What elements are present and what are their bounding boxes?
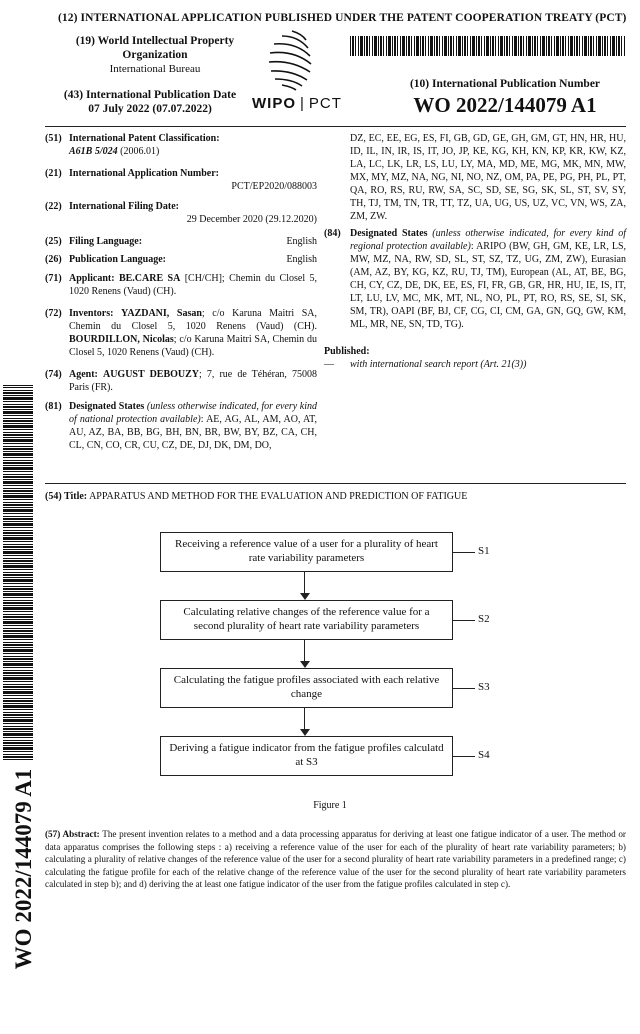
inventor-1-address: ; c/o Karuna Maitri SA, Chemin du Closel 5, 1020 Renens (Vaud) (CH). bbox=[69, 308, 317, 332]
flowchart-arrowhead-2 bbox=[300, 661, 310, 668]
field-71-label: (71) bbox=[45, 273, 62, 284]
flowchart-arrow-1 bbox=[304, 572, 305, 594]
publication-barcode bbox=[350, 36, 625, 56]
published-title: Published: bbox=[324, 346, 370, 357]
field-51 bbox=[45, 132, 317, 158]
flowchart-step-3-box: Calculating the fatigue profiles associated with each relative change bbox=[160, 668, 453, 708]
title-divider bbox=[45, 483, 626, 484]
field-84-title: Designated States bbox=[350, 228, 428, 239]
pct-header-title: (12) INTERNATIONAL APPLICATION PUBLISHED UNDER THE PATENT COOPERATION TREATY (PCT) bbox=[58, 12, 627, 24]
pubdate-label: (43) International Publication Date bbox=[63, 89, 237, 101]
ipc-year: (2006.01) bbox=[120, 146, 160, 157]
applicant-address: [CH/CH]; Chemin du Closel 5, 1020 Renens (Vaud) (CH). bbox=[69, 273, 317, 297]
field-81 bbox=[45, 400, 317, 452]
pubdate-value: 07 July 2022 (07.07.2022) bbox=[88, 103, 212, 115]
org-bureau: International Bureau bbox=[109, 63, 201, 75]
field-74-label: (74) bbox=[45, 369, 62, 380]
organization-block bbox=[70, 34, 240, 76]
field-26-label: (26) bbox=[45, 254, 62, 265]
inventor-1-name: YAZDANI, Sasan bbox=[121, 308, 202, 319]
field-21-title: International Application Number: bbox=[69, 168, 220, 179]
national-states-list: : AE, AG, AL, AM, AO, AT, AU, AZ, BA, BB, BG, BH, BN, BR, BW, BY, BZ, CA, CH, CL, CN, CO, CR, CU, CZ, DE, DJ, DK, DM, DO, bbox=[69, 414, 318, 451]
flowchart-leader-2 bbox=[453, 620, 475, 621]
flowchart-leader-1 bbox=[453, 552, 475, 553]
inventor-2-name: BOURDILLON, Nicolas bbox=[69, 334, 174, 345]
publication-number-block bbox=[385, 78, 625, 118]
org-name-2: Organization bbox=[122, 49, 188, 61]
pct-wordmark: PCT bbox=[308, 95, 342, 112]
inventor-2-address: ; c/o Karuna Maitri SA, Chemin du Closel 5, 1020 Renens (Vaud) (CH). bbox=[69, 334, 317, 358]
wipo-pct-logo-text: WIPO | PCT bbox=[252, 95, 342, 112]
flowchart-leader-4 bbox=[453, 756, 475, 757]
pubnum-value: WO 2022/144079 A1 bbox=[413, 93, 597, 117]
publication-language: English bbox=[286, 254, 317, 265]
flowchart-step-1-box: Receiving a reference value of a user for a plurality of heart rate variability parameters bbox=[160, 532, 453, 572]
field-22 bbox=[45, 200, 317, 226]
flowchart-arrow-3 bbox=[304, 708, 305, 730]
published-section bbox=[324, 345, 626, 371]
invention-title: APPARATUS AND METHOD FOR THE EVALUATION AND PREDICTION OF FATIGUE bbox=[89, 491, 468, 502]
field-25-label: (25) bbox=[45, 236, 62, 247]
flowchart-leader-3 bbox=[453, 688, 475, 689]
published-dash: — bbox=[324, 359, 334, 370]
field-74 bbox=[45, 368, 317, 394]
abstract-label: (57) Abstract: bbox=[45, 829, 100, 839]
field-22-title: International Filing Date: bbox=[69, 201, 179, 212]
flowchart-step-3-label: S3 bbox=[478, 681, 490, 693]
flowchart-step-4-box: Deriving a fatigue indicator from the fatigue profiles calculatd at S3 bbox=[160, 736, 453, 776]
flowchart-arrowhead-3 bbox=[300, 729, 310, 736]
title-section bbox=[45, 490, 626, 503]
field-71-title: Applicant: bbox=[69, 273, 115, 284]
ipc-code: A61B 5/024 bbox=[69, 146, 118, 157]
field-81-title: Designated States bbox=[69, 401, 145, 412]
field-26 bbox=[45, 253, 317, 266]
field-51-title: International Patent Classification: bbox=[69, 133, 220, 144]
field-84-note: (unless otherwise indicated, for every kind of regional protection available) bbox=[350, 228, 626, 252]
header-divider bbox=[45, 126, 626, 127]
publication-date-block bbox=[60, 88, 240, 116]
field-72 bbox=[45, 307, 317, 359]
flowchart-step-1-label: S1 bbox=[478, 545, 490, 557]
wipo-wordmark: WIPO bbox=[252, 95, 296, 112]
field-21 bbox=[45, 167, 317, 193]
agent-name: AUGUST DEBOUZY bbox=[102, 369, 200, 380]
field-72-title: Inventors: bbox=[69, 308, 114, 319]
right-bibliographic-column bbox=[324, 132, 627, 371]
field-25-title: Filing Language: bbox=[69, 236, 143, 247]
flowchart-step-4-label: S4 bbox=[478, 749, 490, 761]
field-81-label: (81) bbox=[45, 401, 62, 412]
regional-states-list: : ARIPO (BW, GH, GM, KE, LR, LS, MW, MZ, NA, RW, SD, SL, ST, SZ, TZ, UG, ZM, ZW), Eurasian (AM, AZ, BY, KG, KZ, RU, TJ, TM), European (AL, AT, BE, BG, CH, CY, CZ, DE, DK, EE, ES, FI, FR, GB, GR, HR, HU, IE, IS, IT, LT, LU, LV, MC, MK, MT, NL, NO, PL, PT, RO, RS, SE, SI, SK, SM, TR), OAPI (BF, BJ, CF, CG, CI, CM, GA, GN, GQ, GW, KM, ML, MR, NE, SN, TD, TG). bbox=[350, 241, 627, 330]
abstract-text: The present invention relates to a method and a data processing apparatus for deriving at least one fatigue indicator of a user. The method or data apparatus comprises the following steps : a) receiving a reference value of the user for each of the plurality of heart rate variability parameters; b) calculating a plurality of relative changes of the reference value of the user for a second plurality of heart rate variability parameters in a predefined range; c) calculating the fatigue profile for each of the relative change of the reference value of the user for the second plurality of heart rate variability parameters calculated in step b); and d) deriving the at least one fatigue indicator of the user from the fatigue profiles calculated in step c). bbox=[45, 829, 626, 889]
field-84-label: (84) bbox=[324, 228, 341, 239]
abstract-section bbox=[45, 828, 626, 891]
field-25 bbox=[45, 235, 317, 248]
national-states-continued: DZ, EC, EE, EG, ES, FI, GB, GD, GE, GH, GM, GT, HN, HR, HU, ID, IL, IN, IR, IS, IT, JO, JP, KE, KG, KH, KN, KP, KR, KW, KZ, LA, LC, LK, LR, LS, LU, LY, MA, MD, ME, MG, MK, MN, MW, MX, MY, MZ, NA, NG, NI, NO, NZ, OM, PA, PE, PG, PH, PL, PT, QA, RO, RS, RU, RW, SA, SC, SD, SE, SG, SK, SL, ST, SV, SY, TH, TJ, TM, TN, TR, TT, TZ, UA, UG, US, UZ, VC, VN, WS, ZA, ZM, ZW. bbox=[350, 133, 626, 222]
agent-address: ; 7, rue de Téhéran, 75008 Paris (FR). bbox=[69, 369, 318, 393]
figure-caption: Figure 1 bbox=[313, 800, 347, 811]
field-74-title: Agent: bbox=[69, 369, 98, 380]
field-26-title: Publication Language: bbox=[69, 254, 166, 265]
wipo-globe-logo-icon bbox=[262, 28, 318, 92]
field-51-label: (51) bbox=[45, 133, 62, 144]
left-bibliographic-column bbox=[45, 132, 317, 452]
pubnum-label: (10) International Publication Number bbox=[409, 78, 601, 90]
filing-language: English bbox=[286, 236, 317, 247]
side-publication-number: WO 2022/144079 A1 bbox=[11, 768, 36, 970]
field-71 bbox=[45, 272, 317, 298]
flowchart-step-2-box: Calculating relative changes of the reference value for a second plurality of heart rate variability parameters bbox=[160, 600, 453, 640]
title-label: (54) Title: bbox=[45, 491, 88, 502]
flowchart-arrow-2 bbox=[304, 640, 305, 662]
flowchart-step-2-label: S2 bbox=[478, 613, 490, 625]
flowchart-arrowhead-1 bbox=[300, 593, 310, 600]
filing-date: 29 December 2020 (29.12.2020) bbox=[186, 214, 317, 225]
published-item: with international search report (Art. 21(3)) bbox=[350, 359, 527, 370]
field-72-label: (72) bbox=[45, 308, 62, 319]
field-84 bbox=[324, 227, 627, 331]
applicant-name: BE.CARE SA bbox=[118, 273, 181, 284]
field-81-note: (unless otherwise indicated, for every kind of national protection available) bbox=[69, 401, 317, 425]
field-21-label: (21) bbox=[45, 168, 62, 179]
application-number: PCT/EP2020/088003 bbox=[231, 181, 317, 192]
org-name: (19) World Intellectual Property bbox=[75, 35, 235, 47]
field-22-label: (22) bbox=[45, 201, 62, 212]
